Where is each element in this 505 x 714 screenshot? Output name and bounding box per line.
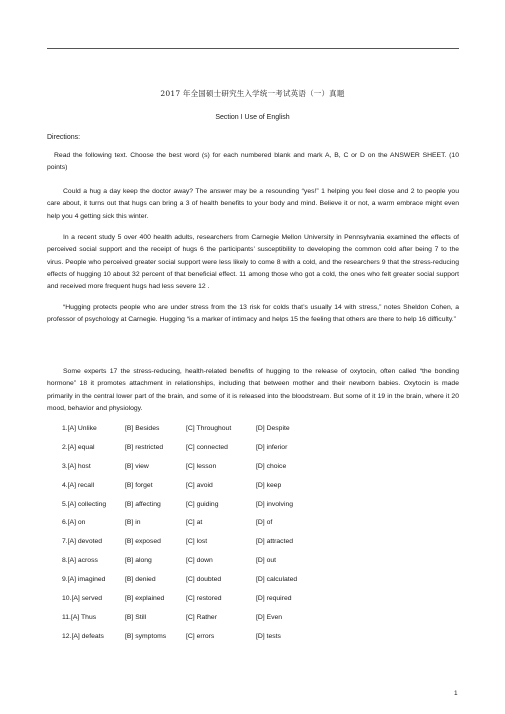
option-a-text: [A] imagined xyxy=(67,576,106,584)
option-a xyxy=(62,501,125,520)
option-b: [B] explained xyxy=(125,595,165,603)
question-number: 5. xyxy=(62,500,68,508)
section-heading: Section I Use of English xyxy=(215,114,290,121)
option-a-text: [A] devoted xyxy=(67,538,103,546)
option-row xyxy=(62,614,297,633)
option-a-text: [A] on xyxy=(67,519,86,527)
option-a xyxy=(62,576,125,595)
option-b: [B] exposed xyxy=(125,538,161,546)
option-row xyxy=(62,425,297,444)
option-c: [C] errors xyxy=(186,632,215,640)
option-d: [D] of xyxy=(256,519,273,527)
option-b: [B] restricted xyxy=(125,443,164,451)
option-row xyxy=(62,576,297,595)
option-a xyxy=(62,614,125,633)
instructions-paragraph: Read the following text. Choose the best word (s) for each numbered blank and mark A, B, C or D on the ANSWER SHEET. (10 points) xyxy=(47,152,459,172)
question-number: 9. xyxy=(62,576,68,584)
option-a-text: [A] served xyxy=(71,595,103,603)
option-row xyxy=(62,444,297,463)
option-row xyxy=(62,482,297,501)
option-row xyxy=(62,557,297,576)
option-b: [B] Besides xyxy=(125,425,160,432)
option-c: [C] restored xyxy=(186,595,222,603)
option-d: [D] tests xyxy=(256,632,281,640)
passage-paragraph-3: “Hugging protects people who are under stress from the 13 risk for colds that’s usually 14 with stress,” notes Sheldon Cohen, a professor of psychology at Carnegie. Hugging “is a marker of intimacy and helps 15 the feeling that others are there to help 16 difficulty.” xyxy=(47,304,459,324)
option-a xyxy=(62,538,125,557)
option-a xyxy=(62,482,125,501)
option-d: [D] involving xyxy=(256,500,294,508)
option-d: [D] inferior xyxy=(256,443,288,451)
question-number: 11. xyxy=(62,613,71,621)
option-a-text: [A] host xyxy=(67,462,91,470)
option-a-text: [A] Unlike xyxy=(67,425,97,432)
question-number: 7. xyxy=(62,538,68,546)
option-row xyxy=(62,463,297,482)
option-c: [C] lost xyxy=(186,538,208,546)
option-b: [B] symptoms xyxy=(125,632,167,640)
option-c: [C] guiding xyxy=(186,500,219,508)
option-a xyxy=(62,444,125,463)
option-c: [C] connected xyxy=(186,443,228,451)
option-b: [B] denied xyxy=(125,576,156,584)
option-c: [C] doubted xyxy=(186,576,222,584)
option-a-text: [A] equal xyxy=(67,443,95,451)
option-d: [D] keep xyxy=(256,481,282,489)
option-b: [B] Still xyxy=(125,613,147,621)
directions-label: Directions: xyxy=(47,134,81,141)
option-c: [C] Throughout xyxy=(186,425,232,432)
option-d: [D] Despite xyxy=(256,425,290,432)
option-b: [B] in xyxy=(125,519,141,527)
question-number: 10. xyxy=(62,595,72,603)
option-d: [D] choice xyxy=(256,462,287,470)
option-d: [D] attracted xyxy=(256,538,294,546)
option-b: [B] view xyxy=(125,462,149,470)
question-number: 12. xyxy=(62,632,72,640)
option-c: [C] lesson xyxy=(186,462,217,470)
option-a-text: [A] collecting xyxy=(67,500,107,508)
option-row xyxy=(62,538,297,557)
option-d: [D] Even xyxy=(256,613,283,621)
question-number: 1. xyxy=(62,425,68,432)
option-c: [C] avoid xyxy=(186,481,213,489)
question-number: 3. xyxy=(62,462,68,470)
option-a xyxy=(62,595,125,614)
answer-options-list xyxy=(62,425,297,652)
option-b: [B] along xyxy=(125,557,152,565)
passage-paragraph-1: Could a hug a day keep the doctor away? The answer may be a resounding “yes!” 1 helping you feel close and 2 to people you care about, it turns out that hugs can bring a 3 of health benefits to your body and mind. Believe it or not, a warm embrace might even help you 4 getting sick this winter. xyxy=(47,188,459,220)
top-rule xyxy=(47,48,459,49)
option-d: [D] calculated xyxy=(256,576,298,584)
question-number: 4. xyxy=(62,481,68,489)
option-a xyxy=(62,425,125,444)
option-b: [B] affecting xyxy=(125,500,161,508)
option-c: [C] at xyxy=(186,519,203,527)
option-a-text: [A] Thus xyxy=(70,613,97,621)
page-number: 1 xyxy=(454,690,458,697)
option-row xyxy=(62,519,297,538)
option-a xyxy=(62,519,125,538)
option-a xyxy=(62,557,125,576)
option-c: [C] down xyxy=(186,557,213,565)
option-a xyxy=(62,463,125,482)
option-row xyxy=(62,501,297,520)
option-c: [C] Rather xyxy=(186,613,217,621)
passage-paragraph-2: In a recent study 5 over 400 health adults, researchers from Carnegie Mellon University in Pennsylvania examined the effects of perceived social support and the receipt of hugs 6 the participants’ susceptibility to developing the common cold after being 7 to the virus. People who perceived greater social support were less likely to come 8 with a cold, and the researchers 9 that the stress-reducing effects of hugging 10 about 32 percent of that beneficial effect. 11 among those who got a cold, the ones who felt greater social support and received more frequent hugs had less severe 12 . xyxy=(47,234,459,291)
option-d: [D] out xyxy=(256,557,277,565)
option-a-text: [A] defeats xyxy=(71,632,104,640)
option-row xyxy=(62,595,297,614)
question-number: 8. xyxy=(62,557,68,565)
option-a-text: [A] across xyxy=(67,557,98,565)
option-a xyxy=(62,633,125,652)
question-number: 6. xyxy=(62,519,68,527)
question-number: 2. xyxy=(62,443,68,451)
passage-paragraph-4: Some experts 17 the stress-reducing, health-related benefits of hugging to the release of oxytocin, often called “the bonding hormone” 18 it promotes attachment in relationships, including that between mother and their newborn babies. Oxytocin is made primarily in the central lower part of the brain, and some of it is released into the bloodstream. But some of it 19 in the brain, where it 20 mood, behavior and physiology. xyxy=(47,368,459,412)
option-b: [B] forget xyxy=(125,481,153,489)
option-d: [D] required xyxy=(256,595,292,603)
option-a-text: [A] recall xyxy=(67,481,95,489)
option-row xyxy=(62,633,297,652)
page-title: 2017 年全国硕士研究生入学统一考试英语（一）真题 xyxy=(160,89,345,98)
